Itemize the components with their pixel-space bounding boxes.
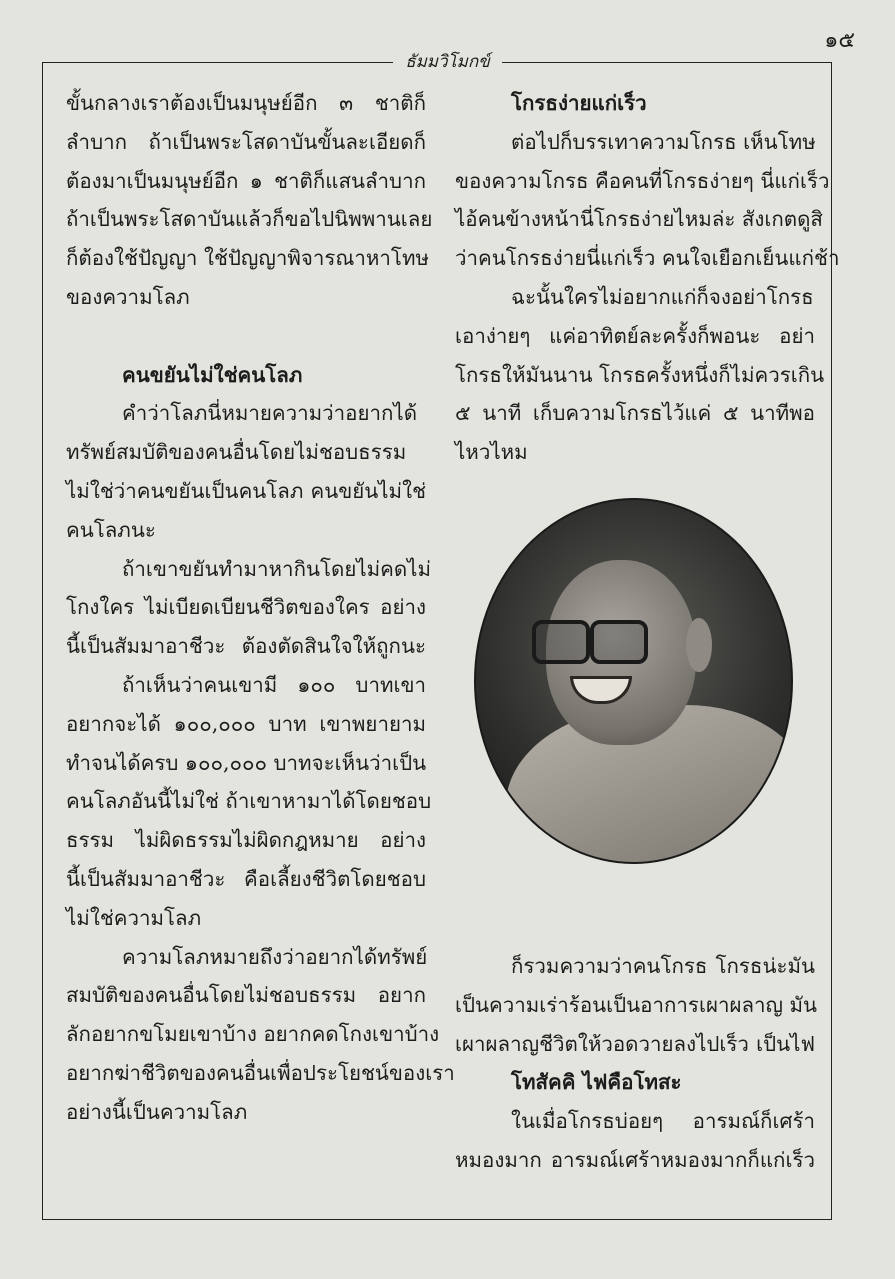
text-line: สมบัติของคนอื่นโดยไม่ชอบธรรม อยาก [66, 983, 426, 1008]
text-line: ถ้าเป็นพระโสดาบันแล้วก็ขอไปนิพพานเลย [66, 207, 433, 232]
text-line: คนโลภอันนี้ไม่ใช่ ถ้าเขาหามาได้โดยชอบ [66, 789, 432, 814]
section-heading: โกรธง่ายแก่เร็ว [511, 91, 647, 115]
text-line: เอาง่ายๆ แค่อาทิตย์ละครั้งก็พอนะ อย่า [455, 323, 815, 348]
text-line: ไม่ใช่ความโลภ [66, 905, 202, 930]
text-line: ไหวไหม [455, 440, 528, 465]
text-line: ในเมื่อโกรธบ่อยๆ อารมณ์ก็เศร้า [511, 1109, 815, 1134]
text-line: อย่างนี้เป็นความโลภ [66, 1099, 248, 1124]
right-column-top [455, 84, 840, 472]
text-line: ทำจนได้ครบ ๑๐๐,๐๐๐ บาทจะเห็นว่าเป็น [66, 750, 427, 775]
text-line [66, 317, 426, 356]
section-heading: โทสัคคิ ไฟคือโทสะ [511, 1070, 682, 1095]
text-line: ลำบาก ถ้าเป็นพระโสดาบันขั้นละเอียดก็ [66, 129, 426, 154]
text-line: ก็ต้องใช้ปัญญา ใช้ปัญญาพิจารณาหาโทษ [66, 246, 429, 271]
text-line: ไอ้คนข้างหน้านี่โกรธง่ายไหมล่ะ สังเกตดูสิ [455, 207, 823, 232]
text-line: ไม่ใช่ว่าคนขยันเป็นคนโลภ คนขยันไม่ใช่ [66, 478, 426, 503]
monk-portrait-photo [474, 498, 793, 864]
text-line: คนโลภนะ [66, 517, 156, 542]
text-line: ๕ นาที เก็บความโกรธไว้แค่ ๕ นาทีพอ [455, 401, 815, 426]
ear-shape [686, 618, 712, 672]
page-number: ๑๕ [824, 28, 855, 53]
text-line: ถ้าเขาขยันทำมาหากินโดยไม่คดไม่ [122, 556, 432, 581]
text-line: ของความโลภ [66, 284, 190, 309]
section-heading: คนขยันไม่ใช่คนโลภ [122, 362, 303, 387]
header-title: ธัมมวิโมกข์ [393, 52, 502, 72]
text-line: ถ้าเห็นว่าคนเขามี ๑๐๐ บาทเขา [122, 672, 426, 697]
text-line: ฉะนั้นใครไม่อยากแก่ก็จงอย่าโกรธ [511, 284, 814, 309]
text-line: ลักอยากขโมยเขาบ้าง อยากคดโกงเขาบ้าง [66, 1022, 440, 1047]
text-line: อยากจะได้ ๑๐๐,๐๐๐ บาท เขาพยายาม [66, 711, 426, 736]
text-line: ก็รวมความว่าคนโกรธ โกรธน่ะมัน [511, 954, 815, 978]
text-line: เผาผลาญชีวิตให้วอดวายลงไปเร็ว เป็นไฟ [455, 1031, 815, 1056]
text-line: โกรธให้มันนาน โกรธครั้งหนึ่งก็ไม่ควรเกิน [455, 362, 825, 387]
text-line: นี้เป็นสัมมาอาชีวะ คือเลี้ยงชีวิตโดยชอบ [66, 866, 426, 891]
text-line: ขั้นกลางเราต้องเป็นมนุษย์อีก ๓ ชาติก็ [66, 91, 426, 115]
text-line: โกงใคร ไม่เบียดเบียนชีวิตของใคร อย่าง [66, 595, 426, 620]
running-header [0, 48, 895, 75]
right-column-bottom [455, 947, 818, 1180]
text-line: ของความโกรธ คือคนที่โกรธง่ายๆ นี่แก่เร็ว [455, 168, 830, 193]
text-line: นี้เป็นสัมมาอาชีวะ ต้องตัดสินใจให้ถูกนะ [66, 634, 426, 659]
text-line: ต้องมาเป็นมนุษย์อีก ๑ ชาติก็แสนลำบาก [66, 168, 426, 193]
text-line: คำว่าโลภนี่หมายความว่าอยากได้ [122, 401, 418, 426]
text-line: อยากฆ่าชีวิตของคนอื่นเพื่อประโยชน์ของเรา [66, 1060, 455, 1085]
glasses-shape [532, 620, 648, 660]
text-line: ทรัพย์สมบัติของคนอื่นโดยไม่ชอบธรรม [66, 440, 407, 465]
text-line: เป็นความเร่าร้อนเป็นอาการเผาผลาญ มัน [455, 992, 818, 1017]
text-line: ธรรม ไม่ผิดธรรมไม่ผิดกฎหมาย อย่าง [66, 828, 426, 853]
text-line: ว่าคนโกรธง่ายนี่แก่เร็ว คนใจเยือกเย็นแก่ช้า [455, 246, 840, 271]
text-line: หมองมาก อารมณ์เศร้าหมองมากก็แก่เร็ว [455, 1147, 815, 1172]
left-column [66, 84, 455, 1132]
text-line: ต่อไปก็บรรเทาความโกรธ เห็นโทษ [511, 129, 816, 154]
text-line: ความโลภหมายถึงว่าอยากได้ทรัพย์ [122, 944, 428, 969]
